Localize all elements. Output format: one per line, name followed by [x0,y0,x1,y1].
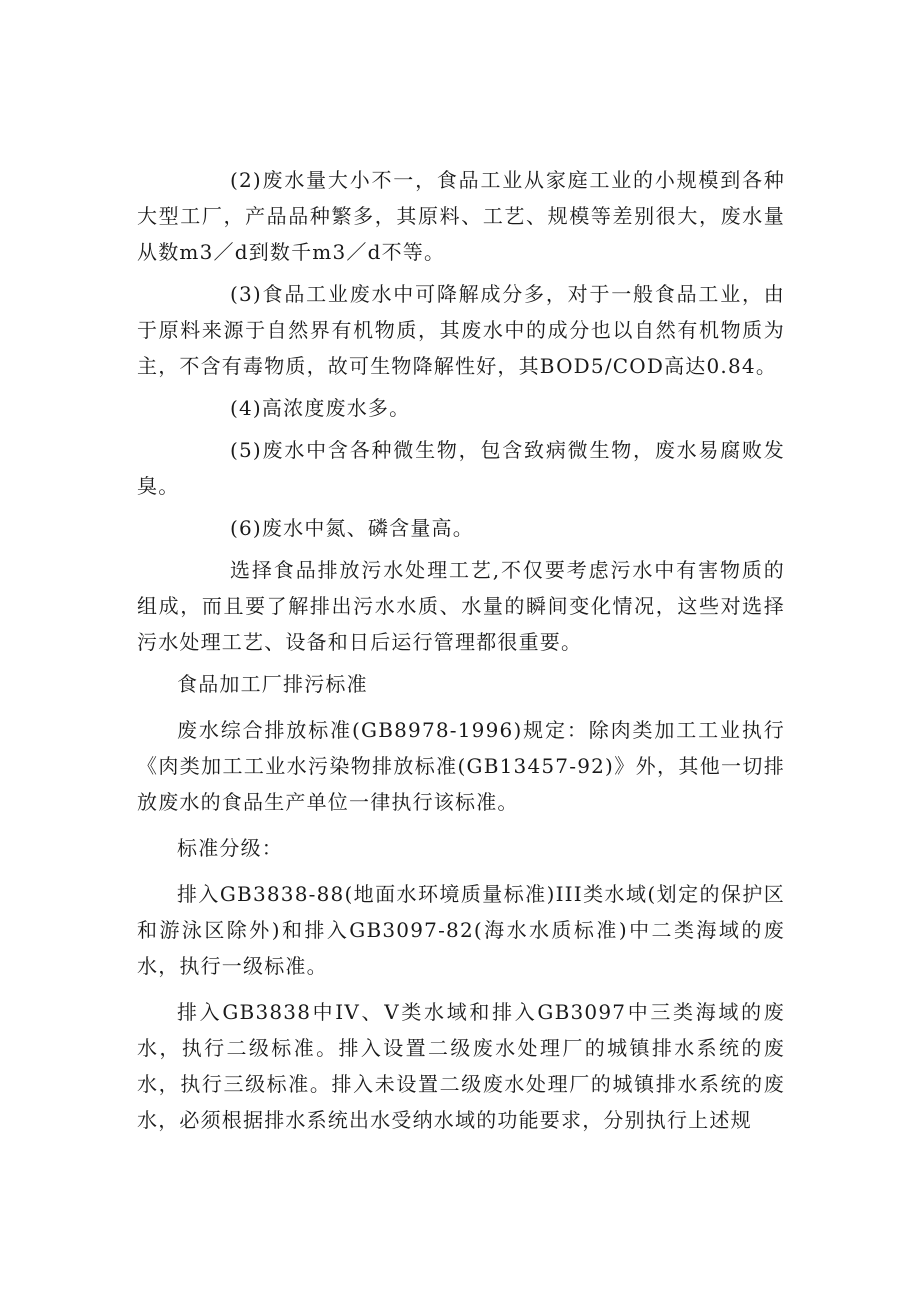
document-body [137,162,785,1148]
paragraph-grade-one: 排入GB3838-88(地面水环境质量标准)III类水域(划定的保护区和游泳区除外)和排入GB3097-82(海水水质标准)中二类海域的废水，执行一级标准。 [137,882,785,978]
paragraph-process-selection: 选择食品排放污水处理工艺,不仅要考虑污水中有害物质的组成，而且要了解排出污水水质、水量的瞬间变化情况，这些对选择污水处理工艺、设备和日后运行管理都很重要。 [137,558,785,654]
paragraph-standard-rule: 废水综合排放标准(GB8978-1996)规定：除肉类加工工业执行《肉类加工工业水污染物排放标准(GB13457-92)》外，其他一切排放废水的食品生产单位一律执行该标准。 [137,718,785,814]
paragraph-grade-two-three: 排入GB3838中IV、V类水域和排入GB3097中三类海域的废水，执行二级标准。排入设置二级废水处理厂的城镇排水系统的废水，执行三级标准。排入未设置二级废水处理厂的城镇排水系统的废水，必须根据排水系统出水受纳水域的功能要求，分别执行上述规 [137,1000,785,1132]
paragraph-item-5: (5)废水中含各种微生物，包含致病微生物，废水易腐败发臭。 [137,438,785,498]
paragraph-item-2: (2)废水量大小不一，食品工业从家庭工业的小规模到各种大型工厂，产品品种繁多，其原料、工艺、规模等差别很大，废水量从数m3／d到数千m3／d不等。 [137,168,785,264]
paragraph-item-4: (4)高浓度废水多。 [230,396,411,420]
paragraph-item-6: (6)废水中氮、磷含量高。 [230,516,474,540]
paragraph-item-3: (3)食品工业废水中可降解成分多，对于一般食品工业，由于原料来源于自然界有机物质，其废水中的成分也以自然有机物质为主，不含有毒物质，故可生物降解性好，其BOD5/COD高达0.84。 [137,282,785,378]
paragraph-standard-grading: 标准分级： [177,836,283,860]
section-heading: 食品加工厂排污标准 [177,672,368,696]
